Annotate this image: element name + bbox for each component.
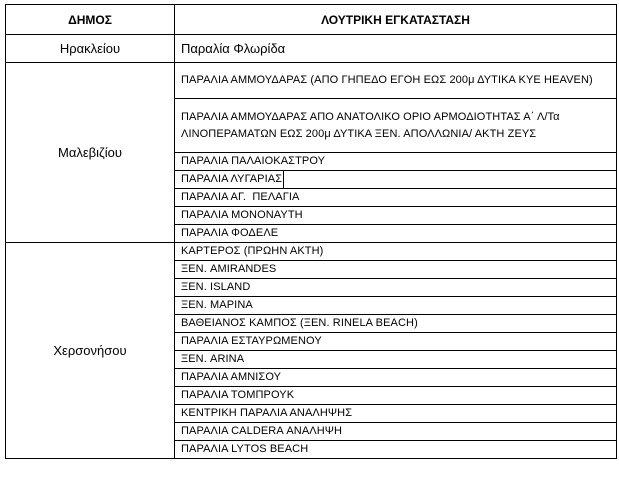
place-text-with-cursor: ΠΑΡΑΛΙΑ ΛΥΓΑΡΙΑΣ bbox=[181, 171, 284, 188]
place-cell bbox=[175, 171, 617, 189]
place-cell: ΒΑΘΕΙΑΝΟΣ ΚΑΜΠΟΣ (ΞΕΝ. RINELA BEACH) bbox=[175, 315, 617, 333]
header-dimos: ΔΗΜΟΣ bbox=[6, 5, 175, 35]
table-row bbox=[6, 63, 617, 99]
table-header-row bbox=[6, 5, 617, 35]
place-cell: ΞΕΝ. ΜΑΡΙΝΑ bbox=[175, 297, 617, 315]
beaches-table bbox=[5, 4, 617, 459]
place-cell: ΞΕΝ. ISLAND bbox=[175, 279, 617, 297]
place-cell: ΠΑΡΑΛΙΑ ΑΜΜΟΥΔΑΡΑΣ ΑΠΟ ΑΝΑΤΟΛΙΚΟ ΟΡΙΟ ΑΡΜΟΔΙΟΤΗΤΑΣ Α΄ Λ/Τα ΛΙΝΟΠΕΡΑΜΑΤΩΝ ΕΩΣ 200μ ΔΥΤΙΚΑ ΞΕΝ. ΑΠΟΛΛΩΝΙΑ/ ΑΚΤΗ ΖΕΥΣ bbox=[175, 99, 617, 153]
dimos-cell-chersonisou: Χερσονήσου bbox=[6, 243, 175, 459]
dimos-cell-malevizioy: Μαλεβιζίου bbox=[6, 63, 175, 243]
header-installation: ΛΟΥΤΡΙΚΗ ΕΓΚΑΤΑΣΤΑΣΗ bbox=[175, 5, 617, 35]
place-cell: ΠΑΡΑΛΙΑ ΑΜΜΟΥΔΑΡΑΣ (ΑΠΟ ΓΗΠΕΔΟ ΕΓΟΗ ΕΩΣ 200μ ΔΥΤΙΚΑ ΚΥΕ HEAVEN) bbox=[175, 63, 617, 99]
table-row bbox=[6, 35, 617, 63]
place-cell: Παραλία Φλωρίδα bbox=[175, 35, 617, 63]
place-cell: ΠΑΡΑΛΙΑ LYTOS BEACH bbox=[175, 441, 617, 459]
place-cell: ΠΑΡΑΛΙΑ CALDERA ΑΝΑΛΗΨΗ bbox=[175, 423, 617, 441]
place-cell: ΞΕΝ. AMIRANDES bbox=[175, 261, 617, 279]
place-cell: ΞΕΝ. ARINA bbox=[175, 351, 617, 369]
place-cell: ΚΕΝΤΡΙΚΗ ΠΑΡΑΛΙΑ ΑΝΑΛΗΨΗΣ bbox=[175, 405, 617, 423]
place-cell: ΠΑΡΑΛΙΑ ΦΟΔΕΛΕ bbox=[175, 225, 617, 243]
place-cell: ΠΑΡΑΛΙΑ ΑΜΝΙΣΟΥ bbox=[175, 369, 617, 387]
dimos-cell-irakleiou: Ηρακλείου bbox=[6, 35, 175, 63]
place-cell: ΠΑΡΑΛΙΑ ΑΓ. ΠΕΛΑΓΙΑ bbox=[175, 189, 617, 207]
place-cell: ΠΑΡΑΛΙΑ ΤΟΜΠΡΟΥΚ bbox=[175, 387, 617, 405]
place-cell: ΠΑΡΑΛΙΑ ΠΑΛΑΙΟΚΑΣΤΡΟΥ bbox=[175, 153, 617, 171]
place-cell: ΠΑΡΑΛΙΑ ΜΟΝΟΝΑΥΤΗ bbox=[175, 207, 617, 225]
document-page bbox=[5, 4, 617, 459]
place-cell: ΠΑΡΑΛΙΑ ΕΣΤΑΥΡΩΜΕΝΟΥ bbox=[175, 333, 617, 351]
table-row bbox=[6, 243, 617, 261]
place-cell: ΚΑΡΤΕΡΟΣ (ΠΡΩΗΝ ΑΚΤΗ) bbox=[175, 243, 617, 261]
